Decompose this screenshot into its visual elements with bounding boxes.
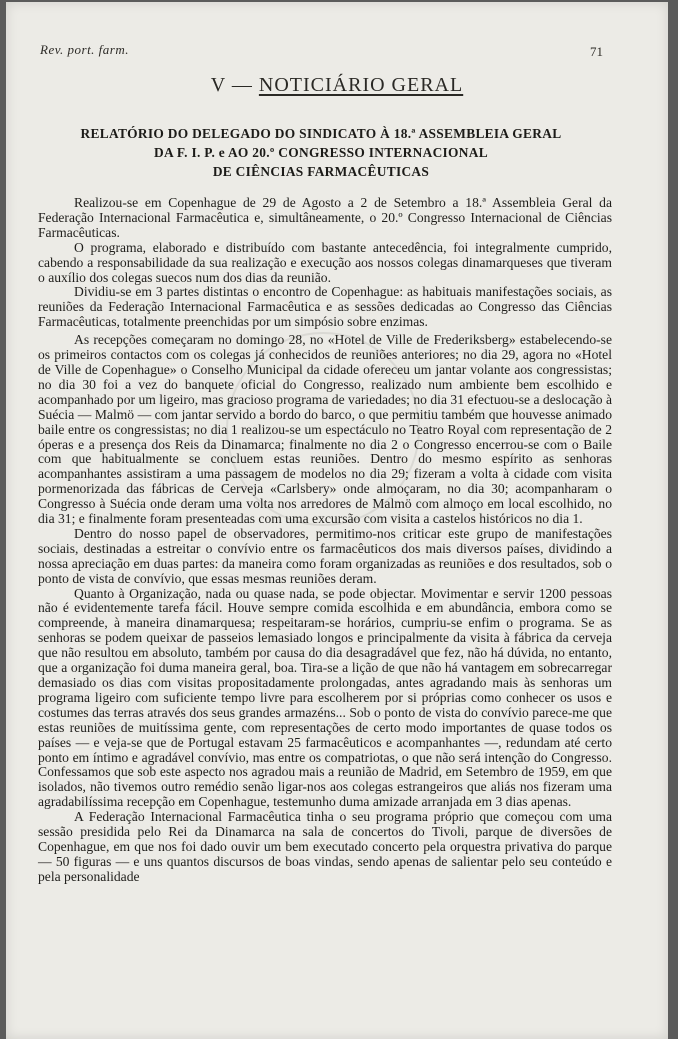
running-header-journal: Rev. port. farm.: [40, 42, 129, 57]
paragraph: O programa, elaborado e distribuído com bastante antecedência, foi integralmente cumprido, cabendo a responsabilidade da sua realização e execução aos nossos colegas dinamarqueses que tiveram o auxílio dos colegas suecos num dos dias da reunião.: [38, 239, 612, 285]
page-number: 71: [590, 44, 603, 59]
section-prefix: V —: [210, 74, 259, 96]
section-title: [6, 74, 668, 97]
article-heading-line: DE CIÊNCIAS FARMACÊUTICAS: [212, 164, 430, 179]
paragraph: A Federação Internacional Farmacêutica tinha o seu programa próprio que começou com uma sessão presidida pelo Rei da Dinamarca na sala de concertos do Tivoli, parque de diversões de Copenhague, em que nos foi dado ouvir um bem executado concerto pela orquestra privativa do parque — 50 figuras — e uns quantos discursos de boas vindas, sendo apenas de salientar pelo seu conteúdo e pela personalidade: [38, 809, 612, 884]
paragraph: Realizou-se em Copenhague de 29 de Agosto a 2 de Setembro a 18.ª Assembleia Geral da Federação Internacional Farmacêutica e, simultâneamente, o 20.º Congresso Internacional de Ciências Farmacêuticas.: [38, 195, 612, 240]
paragraph: Dividiu-se em 3 partes distintas o encontro de Copenhague: as habituais manifestações sociais, as reuniões da Federação Internacional Farmacêutica e as sessões dedicadas ao Congresso das Ciências Farmacêuticas, totalmente preenchidas por um simpósio sobre enzimas.: [38, 284, 612, 330]
article-heading-line: DA F. I. P. e AO 20.º CONGRESSO INTERNACIONAL: [154, 145, 488, 160]
section-title-text: NOTICIÁRIO GERAL: [258, 74, 464, 96]
document-page: [6, 2, 668, 1039]
paragraph: Quanto à Organização, nada ou quase nada, se pode objectar. Movimentar e servir 1200 pessoas não é evidentemente tarefa fácil. Houve sempre comida escolhida e em abundância, embora como se compreende, à maneira dinamarquesa; respeitaram-se horários, cumpriu-se enfim o programa. Se as senhoras se podem queixar de passeios lemasiado longos e principalmente da visita à fábrica da cerveja que não resultou em absoluto, também por causa do dia desagradável que fez, não há dúvida, no entanto, que a organização foi duma maneira geral, boa. Tira-se a lição de que não há vantagem em sobrecarregar demasiado os dias com visitas propositadamente prolongadas, antes agradando mais às senhoras um programa ligeiro com suficiente tempo livre para escolherem por si próprias como conhecer os usos e costumes das terras através dos seus grandes armazéns... Sob o ponto de vista do convívio parece-me que estas reuniões de muitíssima gente, com representações de certo modo importantes de quase todos os países — e veja-se que de Portugal estavam 25 farmacêuticos e acompanhantes —, redundam até certo ponto em íntimo e agradável convívio, mas entre os compatriotas, o que não será intenção do Congresso. Confessamos que sob este aspecto nos agradou mais a reunião de Madrid, em Setembro de 1959, em que isolados, não tivemos outro remédio senão ligar-nos aos colegas estrangeiros que aliás nos fizeram uma agradabilíssima recepção em Copenhague, testemunho duma amizade arranjada em 3 dias apenas.: [38, 585, 612, 810]
paragraph: Dentro do nosso papel de observadores, permitimo-nos criticar este grupo de manifestações sociais, destinadas a estreitar o convívio entre os farmacêuticos dos mais diversos países, dividindo a nossa apreciação em duas partes: da maneira como foram organizadas as reuniões e dos resultados, sob o ponto de vista de convívio, que essas mesmas reuniões deram.: [38, 525, 612, 586]
article-heading-line: RELATÓRIO DO DELEGADO DO SINDICATO À 18.ª ASSEMBLEIA GERAL: [80, 126, 562, 141]
article-heading: [36, 124, 606, 181]
article-body: [38, 196, 612, 885]
paragraph: As recepções começaram no domingo 28, no «Hotel de Ville de Frederiksberg» estabelecendo-se os primeiros contactos com os colegas já conhecidos de reuniões anteriores; no dia 29, agora no «Hotel de Ville de Copenhague» o Conselho Municipal da cidade ofereceu um jantar volante aos congressistas; no dia 30 foi a vez do banquete oficial do Congresso, realizado num ambiente bem escolhido e acompanhado por um ligeiro, mas gracioso programa de variedades; no dia 31 efectuou-se a deslocação à Suécia — Malmö — com jantar servido a bordo do barco, o que permitiu também que houvesse animado baile entre os congressistas; no dia 1 realizou-se um espectáculo no Teatro Royal com representação de 2 óperas e a presença dos Reis da Dinamarca; finalmente no dia 2 o Congresso encerrou-se com o Baile com que habitualmente se concluem estas reuniões. Dentro do mesmo espírito as senhoras acompanhantes assistiram a uma passagem de modelos no dia 29; fizeram a volta à cidade com visita pormenorizada das fábricas de Cerveja «Carlsbery» onde almoçaram, no dia 30; acompanharam o Congresso à Suécia onde deram uma volta nos arredores de Malmö com almoço em local escolhido, no dia 31; e finalmente foram presenteadas com uma excursão com visita a castelos históricos no dia 1.: [38, 332, 612, 527]
